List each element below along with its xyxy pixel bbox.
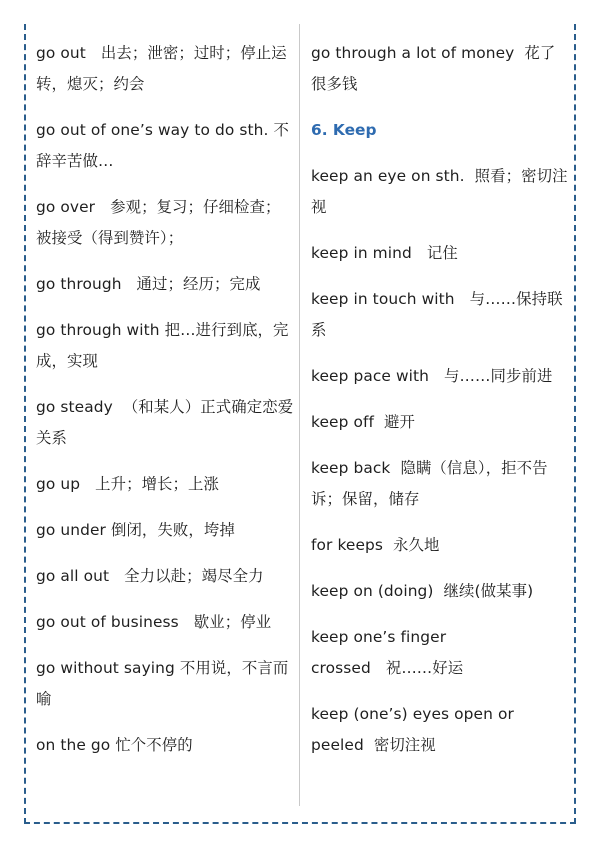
phrase-entry [311,699,569,761]
phrase-english: for keeps [311,536,384,554]
phrase-english: go steady [36,398,113,416]
phrase-english: keep pace with [311,367,430,385]
phrase-english: keep in mind [311,244,412,262]
phrase-english: keep back [311,459,391,477]
phrase-meaning: 避开 [384,413,416,431]
phrase-meaning: 与……保持联系 [311,290,563,339]
phrase-meaning: 不辞辛苦做… [36,121,289,170]
phrase-meaning: 永久地 [393,536,440,554]
phrase-entry [36,515,294,546]
phrase-meaning: 出去；泄密；过时；停止运转，熄灭；约会 [36,44,287,93]
phrase-entry [36,192,294,254]
phrase-english: keep on (doing) [311,582,434,600]
phrase-meaning: 继续(做某事) [443,582,534,600]
phrase-english: go through [36,275,122,293]
phrase-entry [311,238,569,269]
right-column [311,38,569,776]
section-heading: 6. Keep [311,121,377,139]
phrase-entry [311,161,569,223]
left-column [36,38,294,776]
phrase-english: keep (one’s) eyes open or peeled [311,705,514,754]
phrase-english: keep off [311,413,375,431]
phrase-entry [311,576,569,607]
phrase-english: go through with [36,321,160,339]
phrase-entry [311,530,569,561]
phrase-english: go under [36,521,106,539]
phrase-meaning: 与……同步前进 [444,367,553,385]
phrase-entry [36,38,294,100]
phrase-entry [311,453,569,515]
phrase-meaning: 倒闭，失败，垮掉 [110,521,235,539]
phrase-english: keep an eye on sth. [311,167,465,185]
phrase-meaning: 忙个不停的 [115,736,193,754]
column-divider [299,24,300,806]
phrase-english: go out [36,44,86,62]
phrase-entry [36,392,294,454]
phrase-entry [36,269,294,300]
phrase-english: on the go [36,736,111,754]
phrase-english: go up [36,475,81,493]
phrase-english: go out of business [36,613,179,631]
phrase-english: go out of one’s way to do sth. [36,121,269,139]
phrase-entry [311,284,569,346]
phrase-meaning: （和某人）正式确定恋爱关系 [36,398,294,447]
phrase-meaning: 祝……好运 [385,659,464,677]
phrase-english: go through a lot of money [311,44,515,62]
phrase-entry [36,115,294,177]
phrase-entry [36,469,294,500]
phrase-entry [36,607,294,638]
phrase-entry [36,561,294,592]
phrase-meaning: 花了很多钱 [311,44,556,93]
phrase-english: go all out [36,567,110,585]
phrase-meaning: 参观；复习；仔细检查；被接受（得到赞许）； [36,198,281,247]
phrase-meaning: 不用说，不言而喻 [36,659,289,708]
phrase-meaning: 通过；经历；完成 [136,275,261,293]
phrase-entry [311,407,569,438]
phrase-meaning: 照看；密切注视 [311,167,568,216]
phrase-entry [311,38,569,100]
phrase-entry [36,730,294,761]
phrase-meaning: 歇业；停业 [193,613,272,631]
phrase-meaning: 全力以赴；竭尽全力 [124,567,264,585]
phrase-english: go over [36,198,96,216]
phrase-english: keep one’s finger crossed [311,628,447,677]
phrase-meaning: 密切注视 [373,736,436,754]
phrase-entry [36,315,294,377]
phrase-entry [36,653,294,715]
phrase-entry [311,622,569,684]
phrase-meaning: 记住 [426,244,458,262]
phrase-meaning: 上升；增长；上涨 [95,475,220,493]
phrase-english: go without saying [36,659,175,677]
phrase-meaning: 隐瞒（信息），拒不告诉；保留，储存 [311,459,548,508]
phrase-english: keep in touch with [311,290,455,308]
phrase-entry [311,361,569,392]
phrase-meaning: 把…进行到底，完成，实现 [36,321,289,370]
